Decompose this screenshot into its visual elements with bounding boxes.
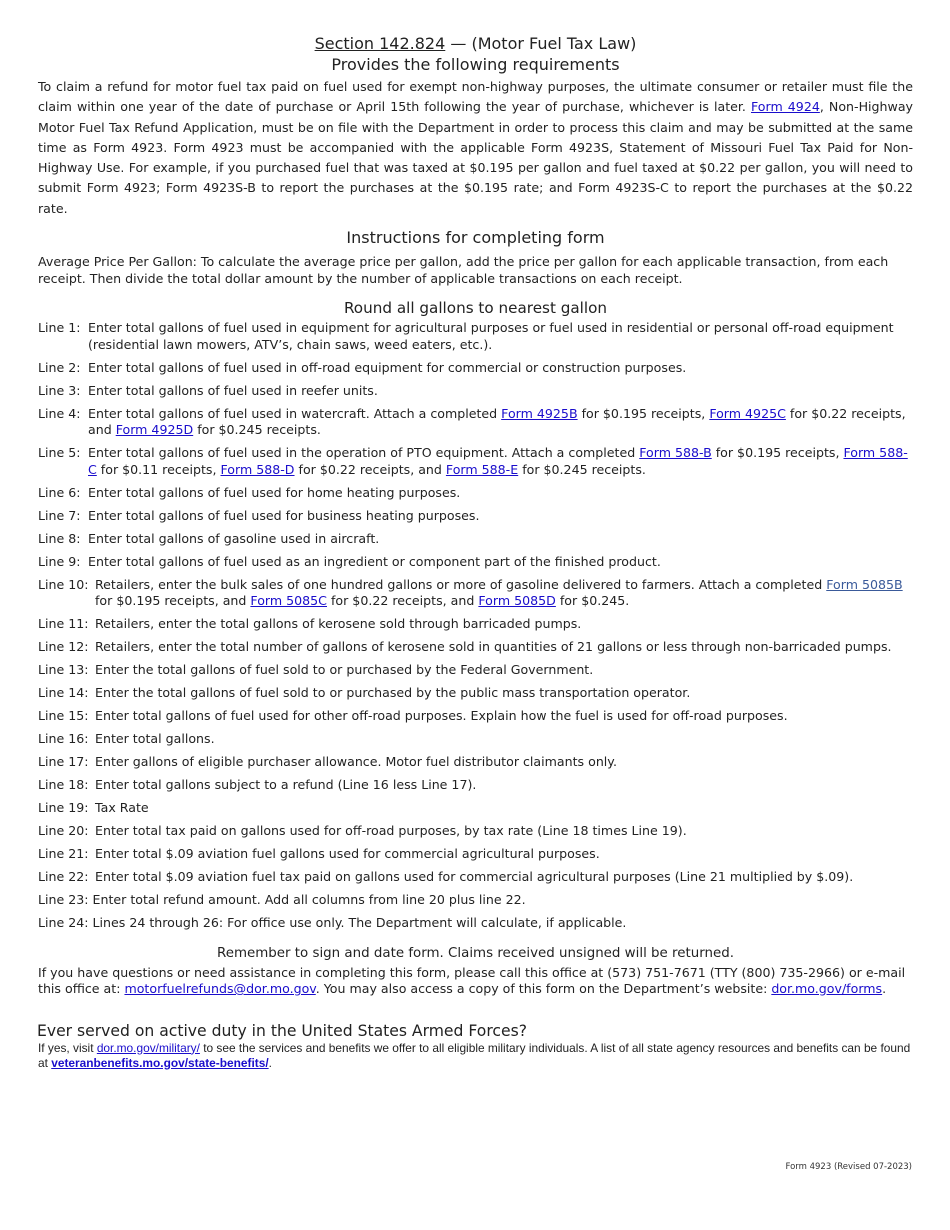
contact-paragraph: If you have questions or need assistance in completing this form, please call this office at (573) 751-7671 (TTY (800) 735-2966) or e-mail this office at: motorfuelrefunds@dor.mo.gov. You may also access a copy of this form on the Department’s website: dor.mo.gov/forms.: [38, 964, 906, 997]
form-588e-link[interactable]: Form 588-E: [445, 461, 519, 477]
veterans-paragraph: If yes, visit dor.mo.gov/military/ to see the services and benefits we offer to all eligible military individuals. A list of all state agency resources and benefits can be found at veteranbenefits.mo.gov/state-benefits/.: [38, 1040, 911, 1070]
line-20-instruction: Line 20: Enter total tax paid on gallons used for off-road purposes, by tax rate (Line 18 times Line 19).: [38, 823, 687, 839]
instructions-heading: Instructions for completing form: [346, 228, 605, 248]
line-7-instruction: Line 7: Enter total gallons of fuel used for business heating purposes.: [38, 507, 480, 523]
line-instructions-list: [38, 320, 913, 932]
average-price-paragraph: Average Price Per Gallon: To calculate the average price per gallon, add the price per gallon for each applicable transaction, from each receipt. Then divide the total dollar amount by the number of applicable transactions on each receipt.: [38, 254, 889, 287]
line-23-instruction: Line 23: Enter total refund amount. Add all columns from line 20 plus line 22.: [38, 892, 526, 908]
line-15-instruction: Line 15: Enter total gallons of fuel used for other off-road purposes. Explain how the fuel is used for off-road purposes.: [38, 708, 788, 724]
veteran-benefits-link[interactable]: veteranbenefits.mo.gov/state-benefits/: [51, 1055, 269, 1070]
form-revision-footer: Form 4923 (Revised 07-2023): [785, 1162, 912, 1172]
form-4925b-link[interactable]: Form 4925B: [501, 405, 578, 421]
veterans-heading: Ever served on active duty in the United States Armed Forces?: [37, 1021, 527, 1040]
form-5085c-link[interactable]: Form 5085C: [250, 593, 327, 609]
line-14-instruction: Line 14: Enter the total gallons of fuel sold to or purchased by the public mass transportation operator.: [38, 685, 691, 701]
line-13-instruction: Line 13: Enter the total gallons of fuel sold to or purchased by the Federal Government.: [38, 662, 594, 678]
page-title: Section 142.824 — (Motor Fuel Tax Law): [314, 34, 637, 53]
line-18-instruction: Line 18: Enter total gallons subject to a refund (Line 16 less Line 17).: [38, 777, 477, 793]
line-4-instruction: Line 4: Enter total gallons of fuel used in watercraft. Attach a completed Form 4925B for $0.195 receipts, Form 4925C for $0.22 receipts, and Form 4925D for $0.245 receipts.: [38, 405, 906, 438]
line-5-instruction: Line 5: Enter total gallons of fuel used in the operation of PTO equipment. Attach a completed Form 588-B for $0.195 receipts, Form 588-C for $0.11 receipts, Form 588-D for $0.22 receipts, and Form 588-E for $0.245 receipts.: [38, 445, 908, 477]
line-3-instruction: Line 3: Enter total gallons of fuel used in reefer units.: [38, 382, 378, 398]
sign-reminder: Remember to sign and date form. Claims received unsigned will be returned.: [217, 945, 734, 961]
line-21-instruction: Line 21: Enter total $.09 aviation fuel gallons used for commercial agricultural purposes.: [38, 846, 600, 862]
line-2-instruction: Line 2: Enter total gallons of fuel used in off-road equipment for commercial or construction purposes.: [38, 359, 687, 375]
line-6-instruction: Line 6: Enter total gallons of fuel used for home heating purposes.: [38, 484, 461, 500]
military-link[interactable]: dor.mo.gov/military/: [96, 1040, 200, 1055]
form-5085b-link[interactable]: Form 5085B: [826, 576, 903, 592]
line-8-instruction: Line 8: Enter total gallons of gasoline used in aircraft.: [38, 530, 380, 546]
form-588c-link[interactable]: Form 588-C: [88, 445, 908, 477]
form-588d-link[interactable]: Form 588-D: [220, 461, 295, 477]
line-17-instruction: Line 17: Enter gallons of eligible purchaser allowance. Motor fuel distributor claimants only.: [38, 754, 617, 770]
form-4925d-link[interactable]: Form 4925D: [115, 422, 194, 438]
line-10-instruction: Line 10: Retailers, enter the bulk sales of one hundred gallons or more of gasoline delivered to farmers. Attach a completed Form 5085B for $0.195 receipts, and Form 5085C for $0.22 receipts, and Form 5085D for $0.245.: [38, 576, 903, 609]
line-1-instruction: Line 1: Enter total gallons of fuel used in equipment for agricultural purposes or fuel used in residential or personal off-road equipment (residential lawn mowers, ATV’s, chain saws, weed eaters, etc.).: [38, 320, 894, 352]
line-11-instruction: Line 11: Retailers, enter the total gallons of kerosene sold through barricaded pumps.: [38, 616, 582, 632]
form-5085d-link[interactable]: Form 5085D: [478, 593, 556, 609]
round-gallons-heading: Round all gallons to nearest gallon: [343, 299, 608, 318]
form-4924-link[interactable]: Form 4924: [751, 99, 820, 115]
line-12-instruction: Line 12: Retailers, enter the total number of gallons of kerosene sold in quantities of 21 gallons or less through non-barricaded pumps.: [38, 639, 892, 655]
page-subtitle: Provides the following requirements: [331, 55, 620, 74]
form-588b-link[interactable]: Form 588-B: [639, 445, 712, 461]
email-link[interactable]: motorfuelrefunds@dor.mo.gov: [124, 981, 316, 997]
line-16-instruction: Line 16: Enter total gallons.: [38, 731, 215, 747]
line-24-instruction: Line 24: Lines 24 through 26: For office use only. The Department will calculate, if applicable.: [38, 915, 627, 931]
line-9-instruction: Line 9: Enter total gallons of fuel used as an ingredient or component part of the finished product.: [38, 553, 661, 569]
line-19-instruction: Line 19: Tax Rate: [38, 800, 149, 816]
line-22-instruction: Line 22: Enter total $.09 aviation fuel tax paid on gallons used for commercial agricultural purposes (Line 21 multiplied by $.09).: [38, 869, 854, 885]
intro-paragraph: To claim a refund for motor fuel tax paid on fuel used for exempt non-highway purposes, the ultimate consumer or retailer must file the claim within one year of the date of purchase or April 15th following the year of purchase, whichever is later. Form 4924, Non-Highway Motor Fuel Tax Refund Application, must be on file with the Department in order to process this claim and may be submitted at the same time as Form 4923. Form 4923 must be accompanied with the applicable Form 4923S, Statement of Missouri Fuel Tax Paid for Non-Highway Use. For example, if you purchased fuel that was taxed at $0.195 per gallon and fuel taxed at $0.22 per gallon, you will need to submit Form 4923; Form 4923S-B to report the purchases at the $0.195 rate; and Form 4923S-C to report the purchases at the $0.22 rate.: [38, 79, 914, 216]
document-body: [38, 33, 913, 1071]
website-link[interactable]: dor.mo.gov/forms: [771, 981, 883, 997]
form-4925c-link[interactable]: Form 4925C: [709, 405, 786, 421]
